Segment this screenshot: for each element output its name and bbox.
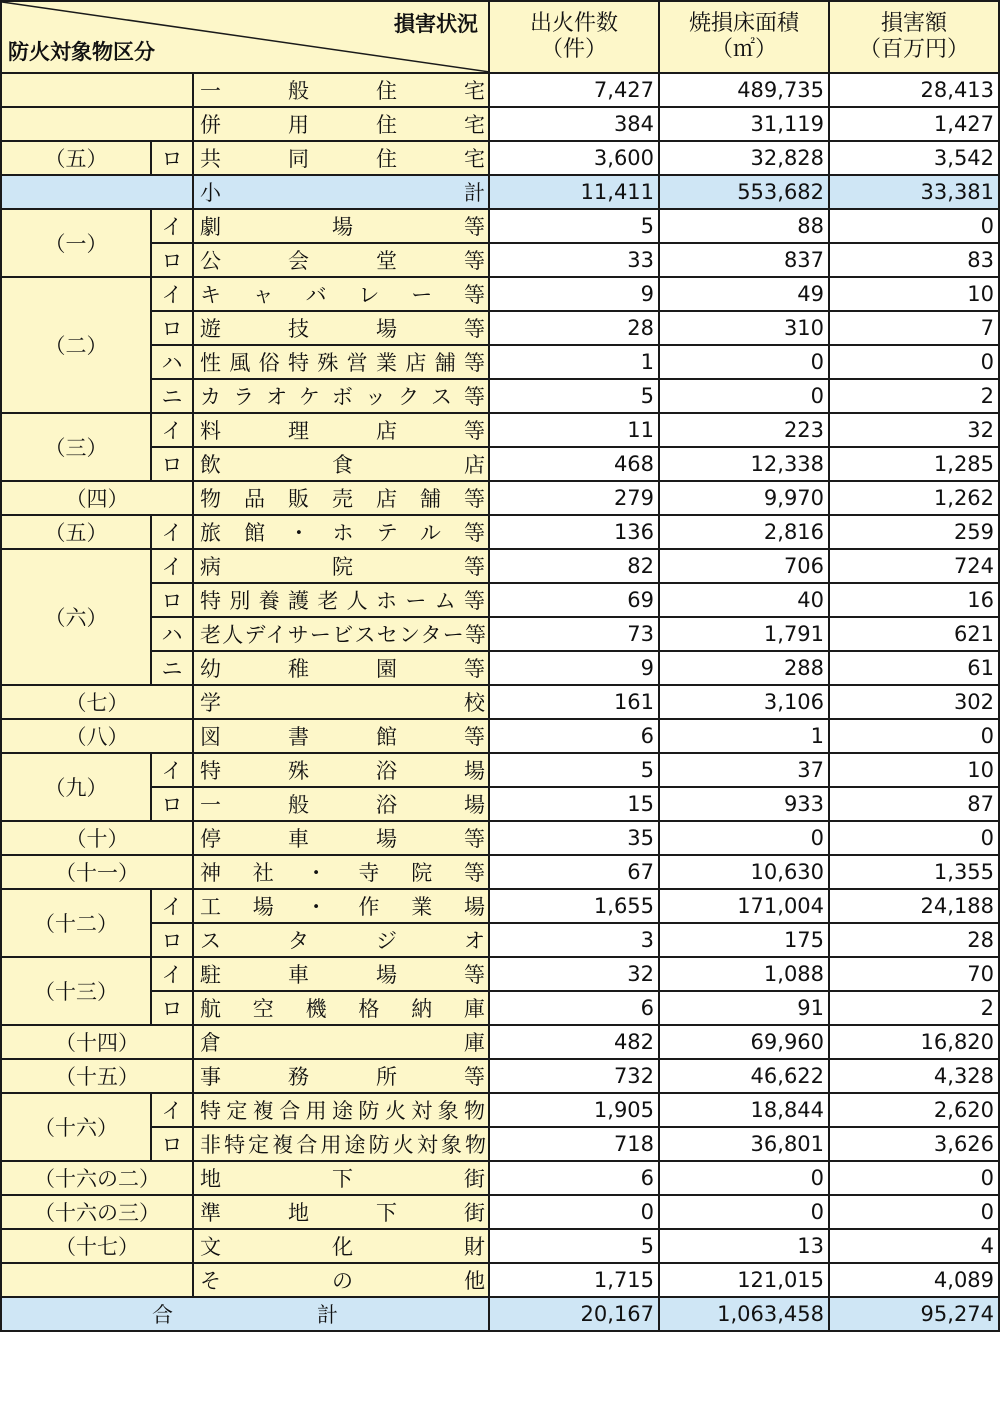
- burned-area: 1,063,458: [659, 1297, 829, 1331]
- subcategory-cell: ロ: [151, 991, 193, 1025]
- category-cell: （十六の二）: [1, 1161, 193, 1195]
- fire-count: 11,411: [489, 175, 659, 209]
- burned-area: 0: [659, 1195, 829, 1229]
- subtotal-row: [1, 175, 999, 209]
- damage-amount: 4,328: [829, 1059, 999, 1093]
- table-row: [1, 345, 999, 379]
- table-row: [1, 719, 999, 753]
- row-label: 旅館・ホテル等: [200, 521, 486, 545]
- fire-count: 20,167: [489, 1297, 659, 1331]
- row-label: 特別養護老人ホーム等: [200, 589, 486, 613]
- burned-area: 91: [659, 991, 829, 1025]
- damage-amount: 4: [829, 1229, 999, 1263]
- fire-count: 28: [489, 311, 659, 345]
- category-cell: （三）: [1, 413, 151, 481]
- fire-count: 9: [489, 651, 659, 685]
- subcategory-cell: ニ: [151, 651, 193, 685]
- table-row: [1, 311, 999, 345]
- burned-area: 46,622: [659, 1059, 829, 1093]
- burned-area: 49: [659, 277, 829, 311]
- subcategory-cell: ニ: [151, 379, 193, 413]
- burned-area: 9,970: [659, 481, 829, 515]
- row-label: 併用住宅: [200, 113, 486, 137]
- row-label: 停車場等: [200, 827, 486, 851]
- damage-amount: 95,274: [829, 1297, 999, 1331]
- row-label: 一般浴場: [200, 793, 486, 817]
- row-label: 特殊浴場: [200, 759, 486, 783]
- subcategory-cell: ロ: [151, 923, 193, 957]
- damage-amount: 32: [829, 413, 999, 447]
- burned-area: 0: [659, 1161, 829, 1195]
- fire-count: 5: [489, 209, 659, 243]
- burned-area: 0: [659, 345, 829, 379]
- table-row: [1, 685, 999, 719]
- category-cell: （十四）: [1, 1025, 193, 1059]
- row-label: 物品販売店舗等: [200, 487, 486, 511]
- table-row: [1, 753, 999, 787]
- subcategory-cell: イ: [151, 515, 193, 549]
- subcategory-cell: イ: [151, 413, 193, 447]
- fire-count: 718: [489, 1127, 659, 1161]
- row-label: キャバレー等: [200, 283, 486, 307]
- table-row: [1, 447, 999, 481]
- table-row: [1, 1093, 999, 1127]
- burned-area: 706: [659, 549, 829, 583]
- fire-count: 3,600: [489, 141, 659, 175]
- burned-area: 36,801: [659, 1127, 829, 1161]
- burned-area: 1,088: [659, 957, 829, 991]
- table-row: [1, 1127, 999, 1161]
- subcategory-cell: ハ: [151, 345, 193, 379]
- category-cell: （十六）: [1, 1093, 151, 1161]
- fire-count: 161: [489, 685, 659, 719]
- table-row: [1, 651, 999, 685]
- table-row: [1, 141, 999, 175]
- fire-count: 6: [489, 719, 659, 753]
- fire-count: 7,427: [489, 73, 659, 107]
- damage-amount: 24,188: [829, 889, 999, 923]
- row-label: 航空機格納庫: [200, 997, 486, 1021]
- fire-count: 1,655: [489, 889, 659, 923]
- row-label: 非特定複合用途防火対象物: [200, 1133, 486, 1157]
- fire-count: 5: [489, 1229, 659, 1263]
- fire-count: 0: [489, 1195, 659, 1229]
- damage-amount: 7: [829, 311, 999, 345]
- burned-area: 10,630: [659, 855, 829, 889]
- fire-count: 6: [489, 1161, 659, 1195]
- header-corner-cell: [1, 1, 489, 73]
- table-row: [1, 73, 999, 107]
- damage-amount: 259: [829, 515, 999, 549]
- damage-amount: 0: [829, 209, 999, 243]
- row-label: 神社・寺院等: [200, 861, 486, 885]
- damage-amount: 28,413: [829, 73, 999, 107]
- damage-amount: 83: [829, 243, 999, 277]
- burned-area: 69,960: [659, 1025, 829, 1059]
- category-cell: （九）: [1, 753, 151, 821]
- damage-status-label: 損害状況: [394, 12, 479, 36]
- fire-count: 5: [489, 753, 659, 787]
- damage-amount: 4,089: [829, 1263, 999, 1297]
- damage-amount: 621: [829, 617, 999, 651]
- burned-area: 37: [659, 753, 829, 787]
- table-row: [1, 889, 999, 923]
- fire-count: 11: [489, 413, 659, 447]
- fire-count: 1,715: [489, 1263, 659, 1297]
- subcategory-cell: イ: [151, 889, 193, 923]
- subcategory-cell: ロ: [151, 583, 193, 617]
- category-cell: （四）: [1, 481, 193, 515]
- subcategory-cell: イ: [151, 277, 193, 311]
- category-cell: （十五）: [1, 1059, 193, 1093]
- burned-area: 288: [659, 651, 829, 685]
- table-row: [1, 617, 999, 651]
- burned-area: 310: [659, 311, 829, 345]
- damage-amount: 10: [829, 753, 999, 787]
- damage-amount: 1,427: [829, 107, 999, 141]
- fire-count: 6: [489, 991, 659, 1025]
- row-label: 老人デイサービスセンター等: [200, 623, 486, 647]
- table-row: [1, 209, 999, 243]
- category-cell: （七）: [1, 685, 193, 719]
- fire-count: 82: [489, 549, 659, 583]
- row-label: 公会堂等: [200, 249, 486, 273]
- row-label: 性風俗特殊営業店舗等: [200, 351, 486, 375]
- category-cell: （十七）: [1, 1229, 193, 1263]
- burned-area: 171,004: [659, 889, 829, 923]
- row-label: 文化財: [200, 1235, 486, 1259]
- fire-count: 468: [489, 447, 659, 481]
- table-row: [1, 379, 999, 413]
- subcategory-cell: ロ: [151, 1127, 193, 1161]
- row-label: 料理店等: [200, 419, 486, 443]
- header-fire-count: 出火件数 （件）: [489, 1, 659, 73]
- subcategory-cell: イ: [151, 209, 193, 243]
- damage-amount: 28: [829, 923, 999, 957]
- damage-amount: 3,542: [829, 141, 999, 175]
- table-row: [1, 1059, 999, 1093]
- category-cell: （十一）: [1, 855, 193, 889]
- burned-area: 3,106: [659, 685, 829, 719]
- damage-amount: 0: [829, 1195, 999, 1229]
- header-damage-amount: 損害額 （百万円）: [829, 1, 999, 73]
- table-row: [1, 413, 999, 447]
- total-label: 合計: [152, 1303, 339, 1327]
- row-label: 倉庫: [200, 1031, 486, 1055]
- category-cell: （十三）: [1, 957, 151, 1025]
- table-row: [1, 243, 999, 277]
- damage-amount: 10: [829, 277, 999, 311]
- burned-area: 13: [659, 1229, 829, 1263]
- fire-count: 5: [489, 379, 659, 413]
- damage-amount: 16,820: [829, 1025, 999, 1059]
- table-row: [1, 1195, 999, 1229]
- property-category-label: 防火対象物区分: [8, 40, 155, 64]
- table-row: [1, 549, 999, 583]
- row-label: 駐車場等: [200, 963, 486, 987]
- burned-area: 0: [659, 821, 829, 855]
- fire-count: 69: [489, 583, 659, 617]
- fire-count: 73: [489, 617, 659, 651]
- category-cell: （一）: [1, 209, 151, 277]
- category-cell: （八）: [1, 719, 193, 753]
- damage-amount: 0: [829, 821, 999, 855]
- total-row: [1, 1297, 999, 1331]
- row-label: 飲食店: [200, 453, 486, 477]
- burned-area: 933: [659, 787, 829, 821]
- fire-count: 15: [489, 787, 659, 821]
- subcategory-cell: イ: [151, 753, 193, 787]
- subcategory-cell: ロ: [151, 243, 193, 277]
- table-row: [1, 515, 999, 549]
- fire-count: 9: [489, 277, 659, 311]
- row-label: 事務所等: [200, 1065, 486, 1089]
- burned-area: 553,682: [659, 175, 829, 209]
- damage-amount: 33,381: [829, 175, 999, 209]
- table-row: [1, 481, 999, 515]
- category-cell: （五）: [1, 515, 151, 549]
- subcategory-cell: ロ: [151, 447, 193, 481]
- fire-count: 35: [489, 821, 659, 855]
- row-label: 幼稚園等: [200, 657, 486, 681]
- row-label: 学校: [200, 691, 486, 715]
- category-cell: （二）: [1, 277, 151, 413]
- damage-amount: 70: [829, 957, 999, 991]
- damage-amount: 1,355: [829, 855, 999, 889]
- table-row: [1, 107, 999, 141]
- row-label: 図書館等: [200, 725, 486, 749]
- fire-count: 482: [489, 1025, 659, 1059]
- damage-amount: 3,626: [829, 1127, 999, 1161]
- table-row: [1, 1025, 999, 1059]
- burned-area: 489,735: [659, 73, 829, 107]
- fire-count: 3: [489, 923, 659, 957]
- burned-area: 121,015: [659, 1263, 829, 1297]
- damage-amount: 2: [829, 991, 999, 1025]
- damage-amount: 61: [829, 651, 999, 685]
- row-label: カラオケボックス等: [200, 385, 486, 409]
- damage-amount: 1,262: [829, 481, 999, 515]
- burned-area: 837: [659, 243, 829, 277]
- table-row: [1, 957, 999, 991]
- category-cell: （五）: [1, 141, 151, 175]
- row-label: 特定複合用途防火対象物: [200, 1099, 486, 1123]
- header-burned-area: 焼損床面積 （㎡）: [659, 1, 829, 73]
- row-label: 遊技場等: [200, 317, 486, 341]
- fire-count: 279: [489, 481, 659, 515]
- table-row: [1, 583, 999, 617]
- table-row: [1, 923, 999, 957]
- damage-amount: 16: [829, 583, 999, 617]
- table-row: [1, 1161, 999, 1195]
- category-cell: （十二）: [1, 889, 151, 957]
- row-label: 一般住宅: [200, 79, 486, 103]
- subcategory-cell: ハ: [151, 617, 193, 651]
- table-row: [1, 1263, 999, 1297]
- burned-area: 2,816: [659, 515, 829, 549]
- row-label: 病院等: [200, 555, 486, 579]
- subcategory-cell: ロ: [151, 311, 193, 345]
- table-row: [1, 821, 999, 855]
- damage-amount: 0: [829, 1161, 999, 1195]
- fire-count: 732: [489, 1059, 659, 1093]
- damage-amount: 302: [829, 685, 999, 719]
- fire-count: 32: [489, 957, 659, 991]
- fire-count: 1,905: [489, 1093, 659, 1127]
- damage-amount: 0: [829, 719, 999, 753]
- row-label: その他: [200, 1269, 486, 1293]
- row-label: 地下街: [200, 1167, 486, 1191]
- table-row: [1, 277, 999, 311]
- fire-count: 384: [489, 107, 659, 141]
- burned-area: 1,791: [659, 617, 829, 651]
- category-cell: （十六の三）: [1, 1195, 193, 1229]
- category-cell: （十）: [1, 821, 193, 855]
- row-label: 共同住宅: [200, 147, 486, 171]
- damage-amount: 2: [829, 379, 999, 413]
- row-label: スタジオ: [200, 929, 486, 953]
- row-label: 準地下街: [200, 1201, 486, 1225]
- fire-count: 136: [489, 515, 659, 549]
- fire-count: 1: [489, 345, 659, 379]
- row-label: 工場・作業場: [200, 895, 486, 919]
- row-label: 劇場等: [200, 215, 486, 239]
- burned-area: 32,828: [659, 141, 829, 175]
- burned-area: 31,119: [659, 107, 829, 141]
- burned-area: 40: [659, 583, 829, 617]
- subcategory-cell: ロ: [151, 141, 193, 175]
- category-cell: （六）: [1, 549, 151, 685]
- subcategory-cell: イ: [151, 549, 193, 583]
- table-row: [1, 855, 999, 889]
- subcategory-cell: ロ: [151, 787, 193, 821]
- burned-area: 12,338: [659, 447, 829, 481]
- table-row: [1, 991, 999, 1025]
- burned-area: 18,844: [659, 1093, 829, 1127]
- damage-amount: 1,285: [829, 447, 999, 481]
- burned-area: 175: [659, 923, 829, 957]
- burned-area: 0: [659, 379, 829, 413]
- subcategory-cell: イ: [151, 957, 193, 991]
- burned-area: 88: [659, 209, 829, 243]
- subtotal-label: 小計: [200, 181, 486, 205]
- damage-amount: 2,620: [829, 1093, 999, 1127]
- table-row: [1, 787, 999, 821]
- subcategory-cell: イ: [151, 1093, 193, 1127]
- fire-count: 67: [489, 855, 659, 889]
- damage-amount: 0: [829, 345, 999, 379]
- burned-area: 223: [659, 413, 829, 447]
- damage-amount: 87: [829, 787, 999, 821]
- damage-amount: 724: [829, 549, 999, 583]
- fire-count: 33: [489, 243, 659, 277]
- table-row: [1, 1229, 999, 1263]
- burned-area: 1: [659, 719, 829, 753]
